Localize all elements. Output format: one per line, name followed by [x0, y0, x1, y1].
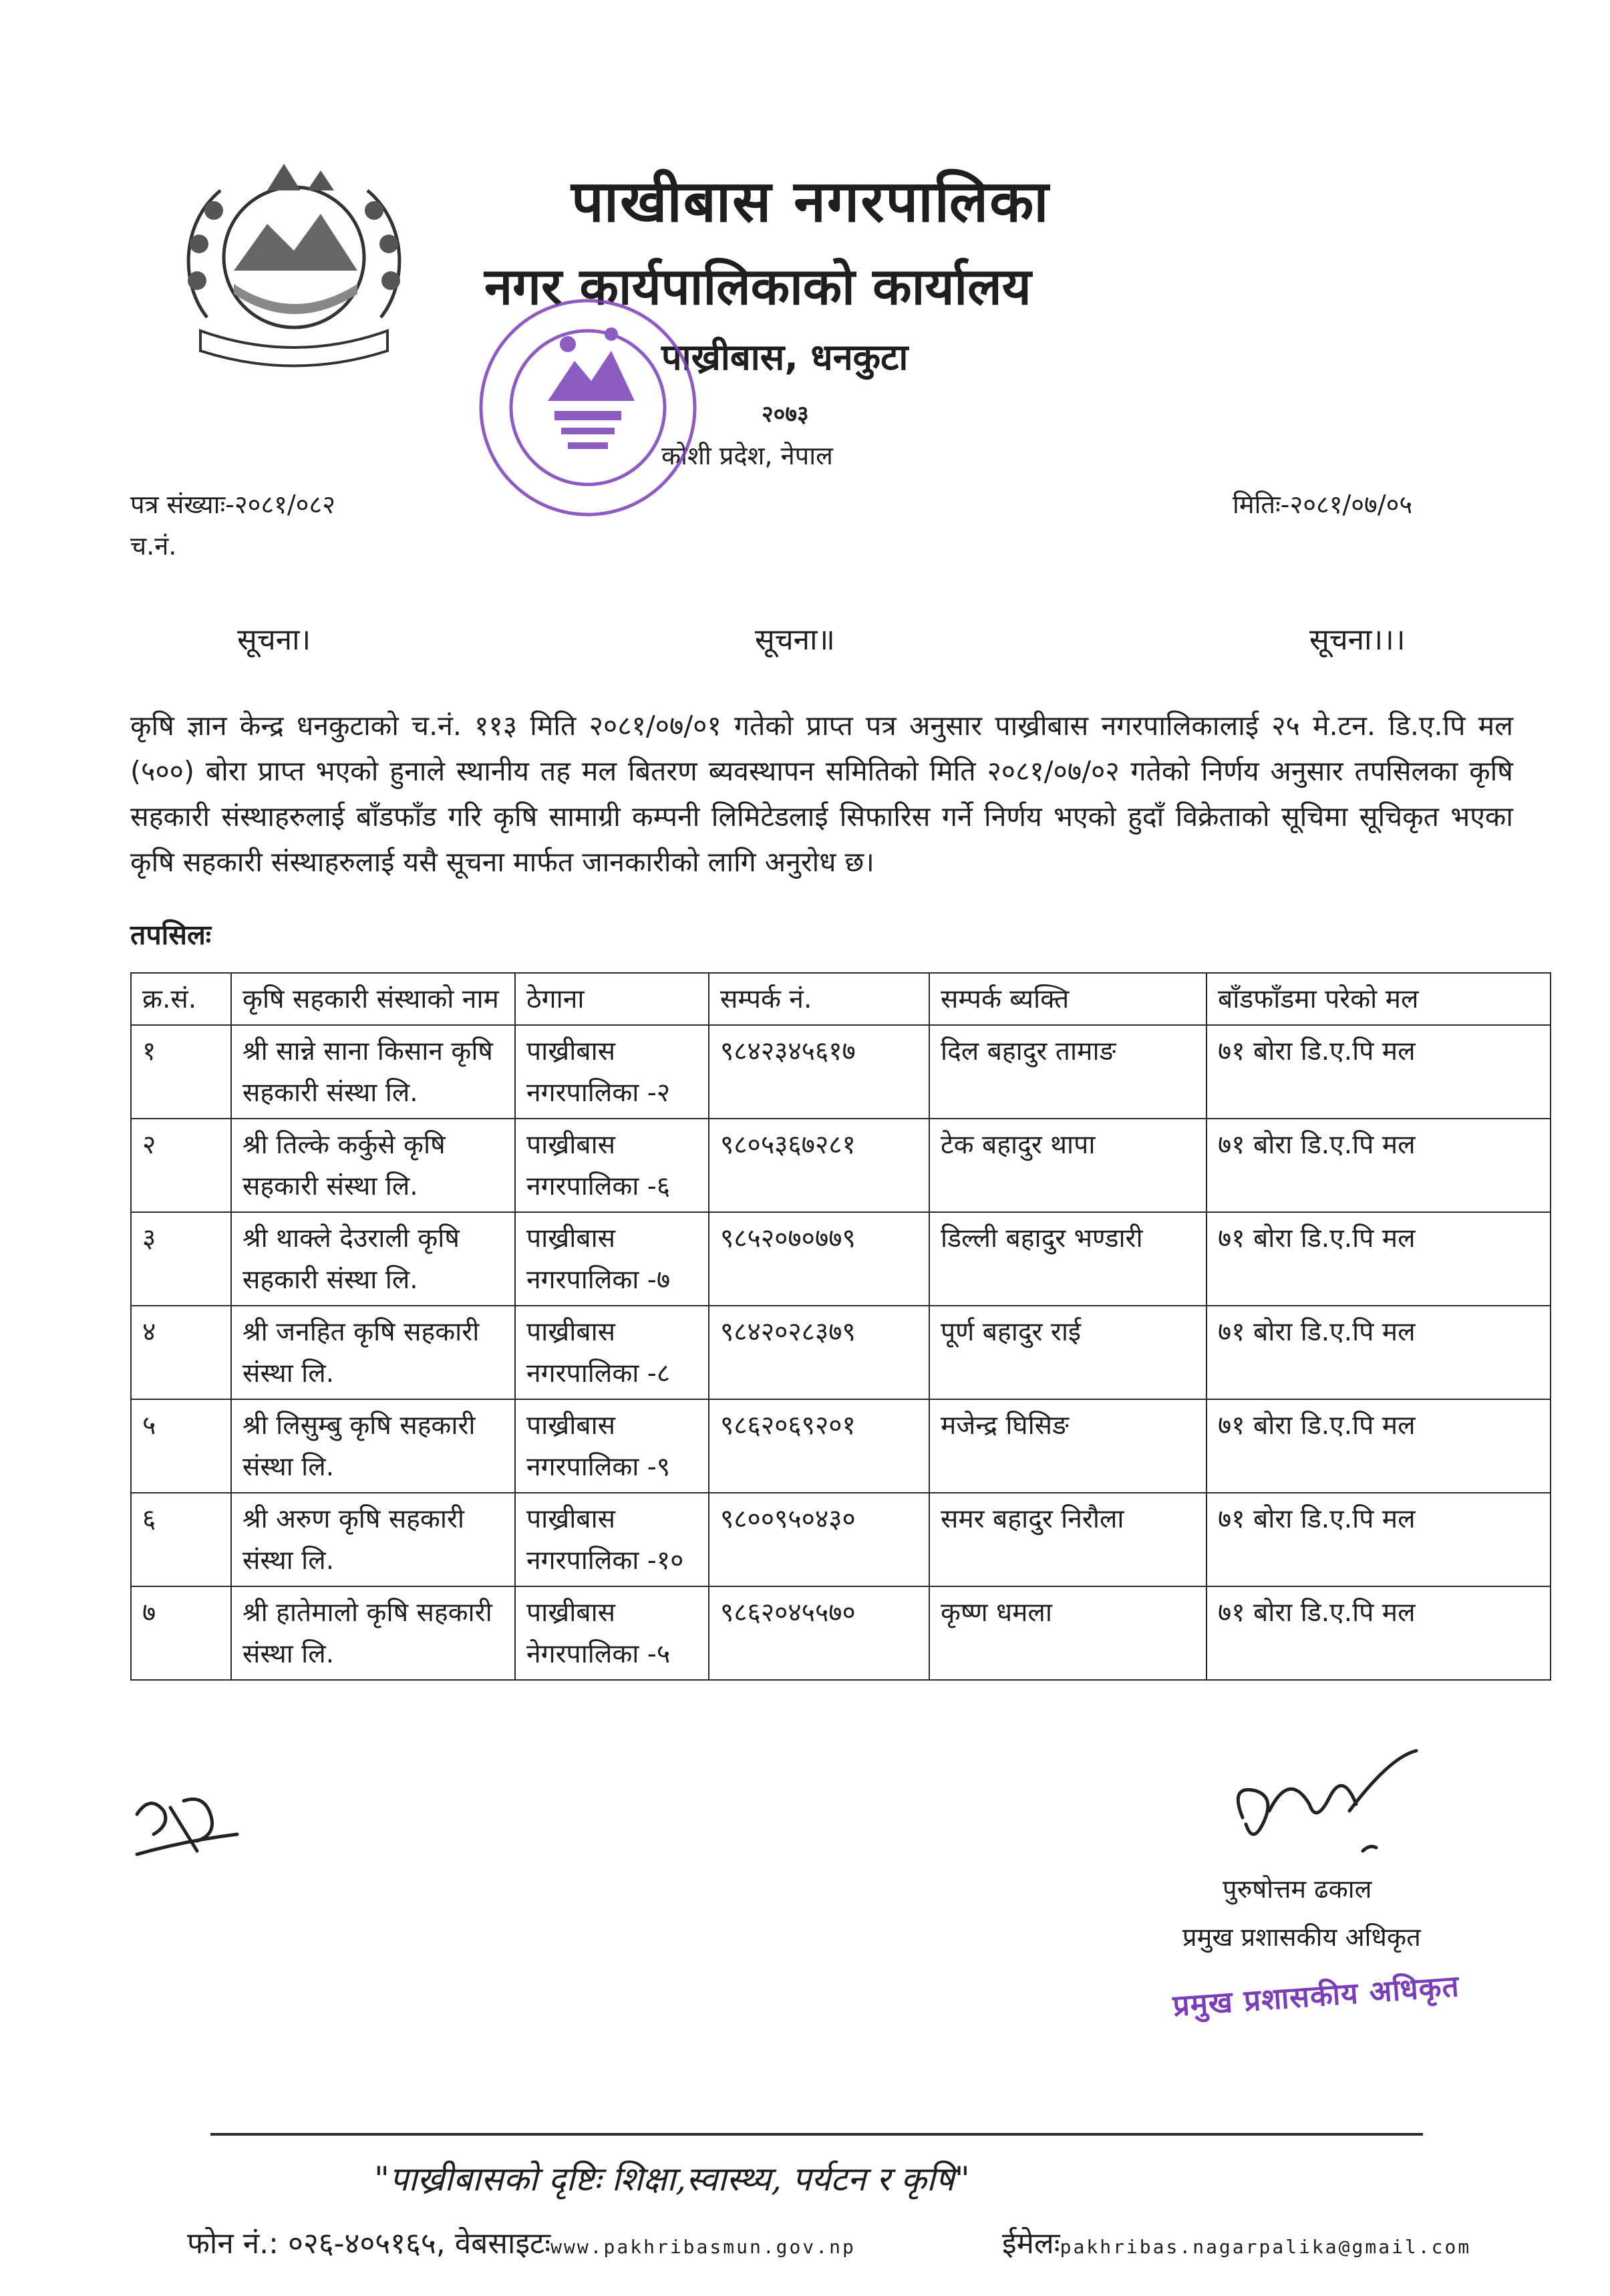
office-place: पाख्रीबास, धनकुटा — [661, 336, 909, 378]
contact-number-cell: ९८४२०२८३७९ — [709, 1306, 929, 1399]
phone-label: फोन नं.: ०२६-४०५१६५, वेबसाइटः — [187, 2227, 551, 2261]
address-cell: पाख्रीबास नगरपालिका -६ — [515, 1119, 709, 1212]
fertilizer-allocation-cell: ७१ बोरा डि.ए.पि मल — [1206, 1212, 1551, 1306]
address-cell: पाख्रीबास नेगरपालिका -५ — [515, 1586, 709, 1680]
contact-person-cell: टेक बहादुर थापा — [929, 1119, 1206, 1212]
fertilizer-allocation-cell: ७१ बोरा डि.ए.पि मल — [1206, 1399, 1551, 1493]
contact-person-cell: डिल्ली बहादुर भण्डारी — [929, 1212, 1206, 1306]
column-header: क्र.सं. — [131, 973, 231, 1025]
initials-icon — [124, 1787, 244, 1868]
email-label: ईमेलः — [1002, 2227, 1060, 2261]
column-header: बाँडफाँडमा परेको मल — [1206, 973, 1551, 1025]
email-link[interactable]: pakhribas.nagarpalika@gmail.com — [1060, 2236, 1472, 2258]
signer-designation: प्रमुख प्रशासकीय अधिकृत — [1182, 1922, 1421, 1952]
designation-seal: प्रमुख प्रशासकीय अधिकृत — [1171, 1969, 1461, 2023]
table-row — [131, 1399, 1551, 1493]
reference-number: पत्र संख्याः-२०८१/०८२ — [130, 490, 335, 519]
letter-date: मितिः-२०८१/०७/०५ — [1233, 490, 1413, 519]
footer-phone-website — [187, 2222, 856, 2262]
notice-heading-2: सूचना॥ — [755, 623, 835, 657]
address-cell: पाख्रीबास नगरपालिका -८ — [515, 1306, 709, 1399]
cooperative-name-cell: श्री हातेमालो कृषि सहकारी संस्था लि. — [231, 1586, 515, 1680]
notice-heading-3: सूचना।।। — [1309, 623, 1406, 657]
footer-email — [1002, 2222, 1471, 2262]
contact-number-cell: ९८६२०६९२०१ — [709, 1399, 929, 1493]
org-name: पाखीबास नगरपालिका — [571, 168, 1050, 235]
website-link[interactable]: www.pakhribasmun.gov.np — [550, 2236, 856, 2258]
municipal-stamp-icon — [468, 287, 708, 528]
contact-number-cell: ९८५२०७०७७९ — [709, 1212, 929, 1306]
office-name: नगर कार्यपालिकाको कार्यालय — [484, 257, 1031, 316]
column-header: सम्पर्क ब्यक्ति — [929, 973, 1206, 1025]
contact-number-cell: ९८४२३४५६१७ — [709, 1025, 929, 1119]
cooperative-name-cell: श्री सान्ने साना किसान कृषि सहकारी संस्था लि. — [231, 1025, 515, 1119]
address-cell: पाख्रीबास नगरपालिका -७ — [515, 1212, 709, 1306]
signer-name: पुरुषोत्तम ढकाल — [1223, 1874, 1372, 1904]
table-row — [131, 1493, 1551, 1586]
contact-person-cell: कृष्ण धमला — [929, 1586, 1206, 1680]
serial-cell: ४ — [131, 1306, 231, 1399]
fertilizer-allocation-cell: ७१ बोरा डि.ए.पि मल — [1206, 1119, 1551, 1212]
cooperatives-table — [130, 972, 1551, 1681]
footer-slogan: "पाख्रीबासको दृष्टिः शिक्षा,स्वास्थ्य, पर्यटन र कृषि" — [374, 2160, 970, 2198]
contact-person-cell: पूर्ण बहादुर राई — [929, 1306, 1206, 1399]
table-row — [131, 1119, 1551, 1212]
fertilizer-allocation-cell: ७१ बोरा डि.ए.पि मल — [1206, 1586, 1551, 1680]
fertilizer-allocation-cell: ७१ बोरा डि.ए.पि मल — [1206, 1025, 1551, 1119]
province: कोशी प्रदेश, नेपाल — [661, 441, 833, 470]
serial-cell: ६ — [131, 1493, 231, 1586]
serial-cell: ७ — [131, 1586, 231, 1680]
serial-cell: ५ — [131, 1399, 231, 1493]
table-row — [131, 1586, 1551, 1680]
cooperative-name-cell: श्री अरुण कृषि सहकारी संस्था लि. — [231, 1493, 515, 1586]
table-row — [131, 1212, 1551, 1306]
column-header: कृषि सहकारी संस्थाको नाम — [231, 973, 515, 1025]
fertilizer-allocation-cell: ७१ बोरा डि.ए.पि मल — [1206, 1493, 1551, 1586]
notice-heading-1: सूचना। — [237, 623, 311, 657]
contact-number-cell: ९८००९५०४३० — [709, 1493, 929, 1586]
address-cell: पाख्रीबास नगरपालिका -१० — [515, 1493, 709, 1586]
table-row — [131, 1025, 1551, 1119]
cooperative-name-cell: श्री तिल्के कर्कुसे कृषि सहकारी संस्था लि. — [231, 1119, 515, 1212]
serial-cell: १ — [131, 1025, 231, 1119]
cooperative-name-cell: श्री थाक्ले देउराली कृषि सहकारी संस्था लि. — [231, 1212, 515, 1306]
dispatch-number: च.नं. — [130, 531, 177, 561]
table-header-row — [131, 973, 1551, 1025]
contact-person-cell: समर बहादुर निरौला — [929, 1493, 1206, 1586]
cooperative-name-cell: श्री जनहित कृषि सहकारी संस्था लि. — [231, 1306, 515, 1399]
table-row — [131, 1306, 1551, 1399]
contact-person-cell: मजेन्द्र घिसिङ — [929, 1399, 1206, 1493]
nepal-emblem-icon — [167, 150, 421, 378]
contact-number-cell: ९८०५३६७२८१ — [709, 1119, 929, 1212]
column-header: सम्पर्क नं. — [709, 973, 929, 1025]
signature-icon — [1216, 1744, 1436, 1871]
contact-person-cell: दिल बहादुर तामाङ — [929, 1025, 1206, 1119]
serial-cell: २ — [131, 1119, 231, 1212]
notice-body: कृषि ज्ञान केन्द्र धनकुटाको च.नं. ११३ मिति २०८१/०७/०१ गतेको प्राप्त पत्र अनुसार पाख्रीबास नगरपालिकालाई २५ मे.टन. डि.ए.पि मल (५००) बोरा प्राप्त भएको हुनाले स्थानीय तह मल बितरण ब्यवस्थापन समितिको मिति २०८१/०७/०२ गतेको निर्णय अनुसार तपसिलका कृषि सहकारी संस्थाहरुलाई बाँडफाँड गरि कृषि सामाग्री कम्पनी लिमिटेडलाई सिफारिस गर्ने निर्णय भएको हुदाँ विक्रेताको सूचिमा सूचिकृत भएका कृषि सहकारी संस्थाहरुलाई यसै सूचना मार्फत जानकारीको लागि अनुरोध छ। — [130, 710, 1513, 878]
established-year: २०७३ — [762, 401, 809, 428]
details-label: तपसिलः — [130, 919, 212, 951]
fertilizer-allocation-cell: ७१ बोरा डि.ए.पि मल — [1206, 1306, 1551, 1399]
column-header: ठेगाना — [515, 973, 709, 1025]
footer-divider — [210, 2133, 1423, 2136]
serial-cell: ३ — [131, 1212, 231, 1306]
contact-number-cell: ९८६२०४५५७० — [709, 1586, 929, 1680]
cooperative-name-cell: श्री लिसुम्बु कृषि सहकारी संस्था लि. — [231, 1399, 515, 1493]
address-cell: पाख्रीबास नगरपालिका -२ — [515, 1025, 709, 1119]
address-cell: पाख्रीबास नगरपालिका -९ — [515, 1399, 709, 1493]
